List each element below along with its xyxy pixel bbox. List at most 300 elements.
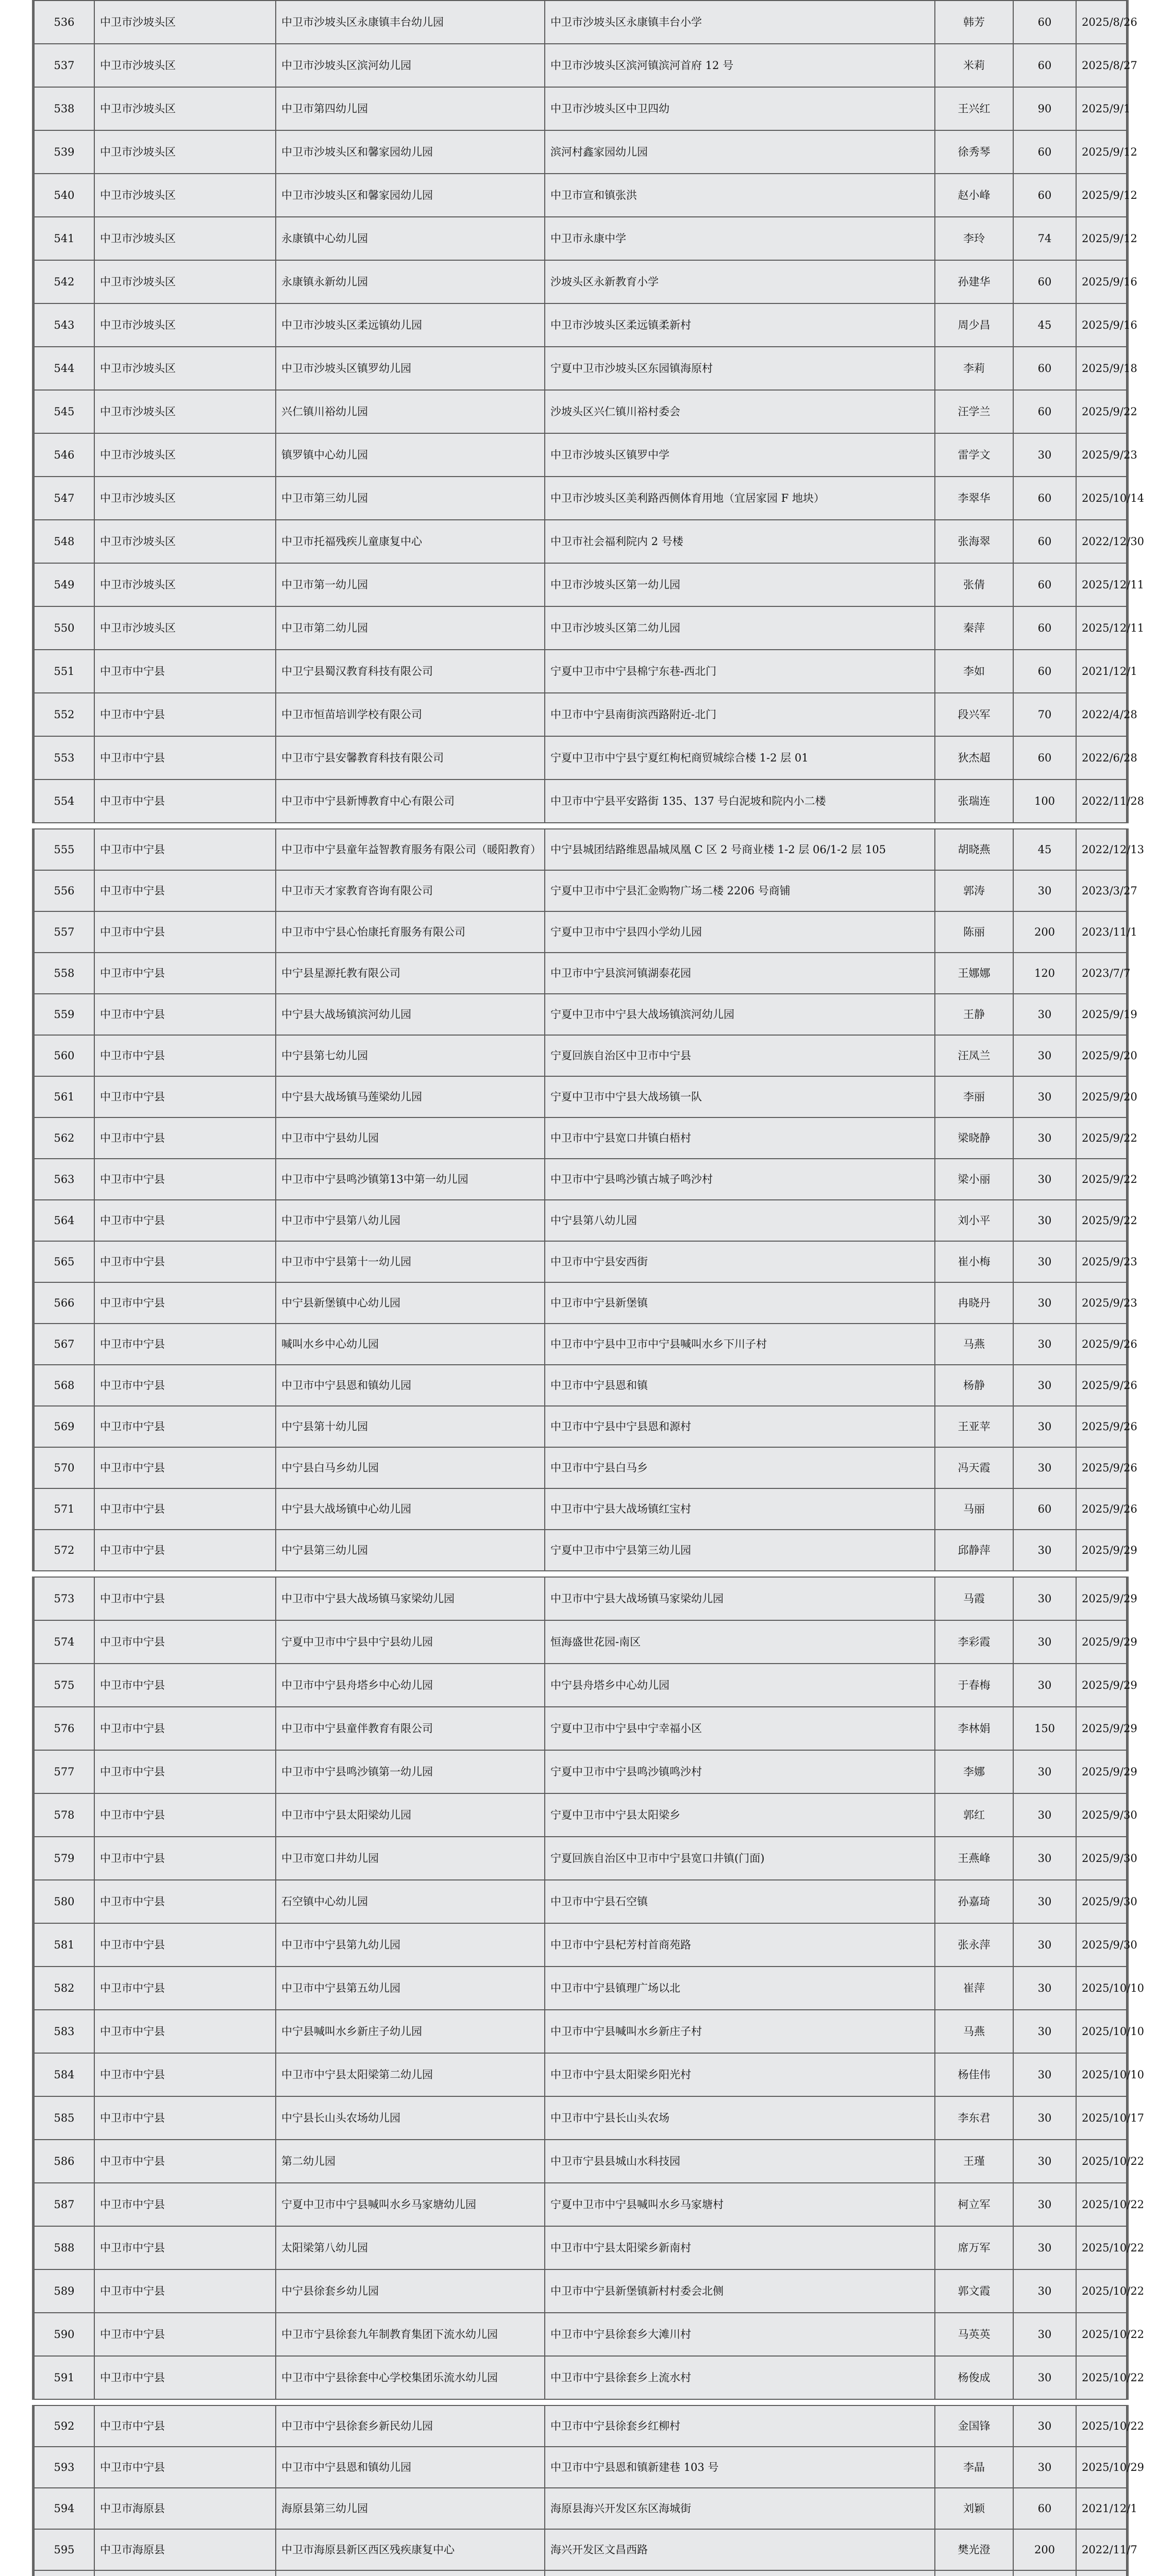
institution-name-cell: 中卫市中宁县太阳梁第二幼儿园	[276, 2053, 545, 2096]
contact-person-cell: 于春梅	[935, 1664, 1013, 1707]
region-cell	[94, 2570, 276, 2576]
contact-person-cell: 孙建华	[935, 260, 1013, 303]
address-cell: 中卫市中宁县宽口井镇白梧村	[545, 1117, 935, 1159]
row-number: 581	[34, 1923, 94, 1967]
contact-person-cell: 王亚苹	[935, 1406, 1013, 1447]
table-row	[34, 779, 1127, 823]
table-row	[34, 2488, 1127, 2529]
table-row	[34, 44, 1127, 87]
region-cell: 中卫市中宁县	[94, 1200, 276, 1241]
table-row	[34, 2183, 1127, 2226]
institution-name-cell: 中卫市中宁县心怡康托育服务有限公司	[276, 911, 545, 953]
institution-name-cell: 中卫市中宁县恩和镇幼儿园	[276, 2447, 545, 2488]
row-number: 570	[34, 1447, 94, 1488]
page-gap	[32, 2400, 1129, 2405]
table-row	[34, 477, 1127, 520]
table-row	[34, 2570, 1127, 2576]
institution-name-cell: 中卫市中宁县幼儿园	[276, 1117, 545, 1159]
contact-person-cell: 李如	[935, 650, 1013, 693]
table-row	[34, 693, 1127, 736]
row-number: 562	[34, 1117, 94, 1159]
region-cell: 中卫市中宁县	[94, 994, 276, 1035]
date-cell: 2025/9/1	[1076, 87, 1127, 130]
address-cell: 中宁县城团结路维恩晶城凤凰 C 区 2 号商业楼 1-2 层 06/1-2 层 105	[545, 829, 935, 870]
contact-person-cell: 郭红	[935, 1793, 1013, 1837]
institution-name-cell: 镇罗镇中心幼儿园	[276, 433, 545, 477]
region-cell: 中卫市中宁县	[94, 2313, 276, 2356]
region-cell: 中卫市中宁县	[94, 2183, 276, 2226]
capacity-cell: 60	[1013, 44, 1076, 87]
institution-name-cell: 中宁县大战场镇中心幼儿园	[276, 1488, 545, 1530]
data-table	[33, 2405, 1145, 2576]
institution-name-cell: 中宁县长山头农场幼儿园	[276, 2096, 545, 2140]
capacity-cell: 30	[1013, 1117, 1076, 1159]
contact-person-cell	[935, 2570, 1013, 2576]
row-number: 537	[34, 44, 94, 87]
region-cell: 中卫市中宁县	[94, 2096, 276, 2140]
institution-name-cell: 兴仁镇川裕幼儿园	[276, 390, 545, 433]
address-cell: 中卫市宁县县城山水科技园	[545, 2140, 935, 2183]
table-row	[34, 260, 1127, 303]
date-cell: 2025/9/12	[1076, 130, 1127, 174]
contact-person-cell: 雷学文	[935, 433, 1013, 477]
table-row	[34, 563, 1127, 606]
institution-name-cell: 中卫市天才家教育咨询有限公司	[276, 870, 545, 911]
institution-name-cell	[276, 2570, 545, 2576]
address-cell: 沙坡头区兴仁镇川裕村委会	[545, 390, 935, 433]
date-cell: 2025/9/30	[1076, 1793, 1127, 1837]
address-cell: 滨河村鑫家园幼儿园	[545, 130, 935, 174]
table-row	[34, 606, 1127, 650]
capacity-cell: 60	[1013, 390, 1076, 433]
region-cell: 中卫市中宁县	[94, 1967, 276, 2010]
institution-name-cell: 中卫市宁县徐套九年制教育集团下流水幼儿园	[276, 2313, 545, 2356]
row-number: 541	[34, 217, 94, 260]
institution-name-cell: 中卫市沙坡头区和馨家园幼儿园	[276, 130, 545, 174]
date-cell: 2025/9/30	[1076, 1880, 1127, 1923]
contact-person-cell: 汪学兰	[935, 390, 1013, 433]
contact-person-cell: 邱静萍	[935, 1530, 1013, 1571]
institution-name-cell: 中卫市第三幼儿园	[276, 477, 545, 520]
address-cell: 海兴开发区文昌西路	[545, 2529, 935, 2570]
address-cell: 中卫市中宁县鸣沙镇古城子鸣沙村	[545, 1159, 935, 1200]
address-cell: 中卫市沙坡头区镇罗中学	[545, 433, 935, 477]
region-cell: 中卫市沙坡头区	[94, 563, 276, 606]
address-cell: 宁夏回族自治区中卫市中宁县	[545, 1035, 935, 1076]
table-row	[34, 303, 1127, 347]
capacity-cell: 30	[1013, 1880, 1076, 1923]
institution-name-cell: 中宁县星源托教有限公司	[276, 953, 545, 994]
capacity-cell: 30	[1013, 870, 1076, 911]
row-number: 547	[34, 477, 94, 520]
date-cell	[1076, 2570, 1127, 2576]
row-number: 578	[34, 1793, 94, 1837]
row-number: 575	[34, 1664, 94, 1707]
institution-name-cell: 中卫市沙坡头区滨河幼儿园	[276, 44, 545, 87]
table-row	[34, 1159, 1127, 1200]
table-row	[34, 1365, 1127, 1406]
table-row	[34, 1076, 1127, 1117]
row-number: 584	[34, 2053, 94, 2096]
institution-name-cell: 宁夏中卫市中宁县中宁县幼儿园	[276, 1620, 545, 1664]
row-number: 568	[34, 1365, 94, 1406]
region-cell: 中卫市沙坡头区	[94, 606, 276, 650]
contact-person-cell: 王兴红	[935, 87, 1013, 130]
capacity-cell: 30	[1013, 1241, 1076, 1282]
row-number: 591	[34, 2356, 94, 2399]
region-cell: 中卫市中宁县	[94, 829, 276, 870]
region-cell: 中卫市中宁县	[94, 1664, 276, 1707]
address-cell: 中卫市中宁县徐套乡大滩川村	[545, 2313, 935, 2356]
contact-person-cell: 周少昌	[935, 303, 1013, 347]
date-cell: 2022/4/28	[1076, 693, 1127, 736]
capacity-cell: 30	[1013, 994, 1076, 1035]
contact-person-cell: 杨俊成	[935, 2356, 1013, 2399]
address-cell: 中卫市中宁县恩和镇新建巷 103 号	[545, 2447, 935, 2488]
region-cell: 中卫市沙坡头区	[94, 390, 276, 433]
table-row	[34, 87, 1127, 130]
institution-name-cell: 宁夏中卫市中宁县喊叫水乡马家塘幼儿园	[276, 2183, 545, 2226]
date-cell: 2025/10/10	[1076, 2010, 1127, 2053]
address-cell: 中卫市中宁县太阳梁乡新南村	[545, 2226, 935, 2269]
capacity-cell: 30	[1013, 1620, 1076, 1664]
region-cell: 中卫市中宁县	[94, 1488, 276, 1530]
contact-person-cell: 杨佳伟	[935, 2053, 1013, 2096]
table-row	[34, 1, 1127, 44]
address-cell: 中卫市中宁县中卫市中宁县喊叫水乡下川子村	[545, 1324, 935, 1365]
institution-name-cell: 中卫市中宁县鸣沙镇第13中第一幼儿园	[276, 1159, 545, 1200]
table-row	[34, 1117, 1127, 1159]
address-cell: 中卫市中宁县杞芳村首商苑路	[545, 1923, 935, 1967]
table-row	[34, 994, 1127, 1035]
date-cell: 2022/12/13	[1076, 829, 1127, 870]
row-number: 557	[34, 911, 94, 953]
row-number: 583	[34, 2010, 94, 2053]
date-cell: 2025/9/29	[1076, 1620, 1127, 1664]
capacity-cell: 30	[1013, 1406, 1076, 1447]
region-cell: 中卫市中宁县	[94, 1447, 276, 1488]
row-number: 561	[34, 1076, 94, 1117]
address-cell: 宁夏中卫市中宁县棉宁东巷-西北门	[545, 650, 935, 693]
date-cell: 2025/9/19	[1076, 994, 1127, 1035]
contact-person-cell: 李丽	[935, 1076, 1013, 1117]
address-cell: 宁夏中卫市中宁县中宁幸福小区	[545, 1707, 935, 1750]
capacity-cell: 60	[1013, 260, 1076, 303]
contact-person-cell: 米莉	[935, 44, 1013, 87]
region-cell: 中卫市中宁县	[94, 1837, 276, 1880]
row-number: 564	[34, 1200, 94, 1241]
institution-name-cell: 中卫市恒苗培训学校有限公司	[276, 693, 545, 736]
institution-name-cell: 中卫宁县蜀汉教育科技有限公司	[276, 650, 545, 693]
row-number	[34, 2570, 94, 2576]
address-cell: 中卫市中宁县南街滨西路附近-北门	[545, 693, 935, 736]
date-cell: 2025/9/22	[1076, 390, 1127, 433]
region-cell: 中卫市中宁县	[94, 2140, 276, 2183]
address-cell: 中卫市中宁县太阳梁乡阳光村	[545, 2053, 935, 2096]
date-cell: 2025/9/20	[1076, 1076, 1127, 1117]
region-cell: 中卫市沙坡头区	[94, 130, 276, 174]
date-cell: 2025/9/26	[1076, 1406, 1127, 1447]
address-cell	[545, 2570, 935, 2576]
row-number: 582	[34, 1967, 94, 2010]
capacity-cell: 60	[1013, 606, 1076, 650]
capacity-cell: 30	[1013, 433, 1076, 477]
institution-name-cell: 中卫市中宁县童伴教育有限公司	[276, 1707, 545, 1750]
date-cell: 2025/10/10	[1076, 2053, 1127, 2096]
row-number: 550	[34, 606, 94, 650]
contact-person-cell: 金国锋	[935, 2405, 1013, 2447]
address-cell: 中卫市中宁县喊叫水乡新庄子村	[545, 2010, 935, 2053]
address-cell: 中卫市中宁县新堡镇	[545, 1282, 935, 1324]
region-cell: 中卫市海原县	[94, 2529, 276, 2570]
capacity-cell: 60	[1013, 174, 1076, 217]
date-cell: 2025/9/29	[1076, 1664, 1127, 1707]
capacity-cell: 60	[1013, 520, 1076, 563]
capacity-cell: 30	[1013, 2183, 1076, 2226]
institution-name-cell: 中卫市中宁县太阳梁幼儿园	[276, 1793, 545, 1837]
capacity-cell: 30	[1013, 1282, 1076, 1324]
row-number: 580	[34, 1880, 94, 1923]
contact-person-cell: 王娜娜	[935, 953, 1013, 994]
capacity-cell: 30	[1013, 2356, 1076, 2399]
contact-person-cell: 李翠华	[935, 477, 1013, 520]
table-row	[34, 1620, 1127, 1664]
table-row	[34, 217, 1127, 260]
address-cell: 中卫市沙坡头区美利路西侧体育用地（宜居家园 F 地块）	[545, 477, 935, 520]
institution-name-cell: 中宁县第十幼儿园	[276, 1406, 545, 1447]
table-row	[34, 1837, 1127, 1880]
row-number: 565	[34, 1241, 94, 1282]
contact-person-cell: 张永萍	[935, 1923, 1013, 1967]
address-cell: 中卫市沙坡头区第一幼儿园	[545, 563, 935, 606]
capacity-cell: 30	[1013, 1035, 1076, 1076]
region-cell: 中卫市中宁县	[94, 1406, 276, 1447]
capacity-cell: 60	[1013, 1488, 1076, 1530]
date-cell: 2025/10/22	[1076, 2140, 1127, 2183]
row-number: 555	[34, 829, 94, 870]
capacity-cell: 30	[1013, 1837, 1076, 1880]
row-number: 551	[34, 650, 94, 693]
contact-person-cell: 梁晓静	[935, 1117, 1013, 1159]
document-page	[32, 828, 1145, 1571]
date-cell: 2025/10/22	[1076, 2313, 1127, 2356]
region-cell: 中卫市沙坡头区	[94, 477, 276, 520]
row-number: 576	[34, 1707, 94, 1750]
institution-name-cell: 中卫市中宁县第五幼儿园	[276, 1967, 545, 2010]
date-cell: 2025/10/22	[1076, 2226, 1127, 2269]
row-number: 542	[34, 260, 94, 303]
capacity-cell: 45	[1013, 303, 1076, 347]
institution-name-cell: 石空镇中心幼儿园	[276, 1880, 545, 1923]
table-row	[34, 1577, 1127, 1620]
institution-name-cell: 中宁县徐套乡幼儿园	[276, 2269, 545, 2313]
contact-person-cell: 段兴军	[935, 693, 1013, 736]
date-cell: 2025/9/22	[1076, 1117, 1127, 1159]
region-cell: 中卫市中宁县	[94, 1880, 276, 1923]
page-gap	[32, 1571, 1129, 1577]
contact-person-cell: 刘颖	[935, 2488, 1013, 2529]
capacity-cell: 30	[1013, 2226, 1076, 2269]
capacity-cell: 30	[1013, 1076, 1076, 1117]
address-cell: 宁夏中卫市中宁县大战场镇滨河幼儿园	[545, 994, 935, 1035]
contact-person-cell: 李林娟	[935, 1707, 1013, 1750]
institution-name-cell: 中卫市中宁县徐套乡新民幼儿园	[276, 2405, 545, 2447]
address-cell: 中卫市中宁县镇理广场以北	[545, 1967, 935, 2010]
address-cell: 中卫市中宁县白马乡	[545, 1447, 935, 1488]
region-cell: 中卫市中宁县	[94, 693, 276, 736]
row-number: 539	[34, 130, 94, 174]
capacity-cell	[1013, 2570, 1076, 2576]
table-row	[34, 2140, 1127, 2183]
contact-person-cell: 梁小丽	[935, 1159, 1013, 1200]
capacity-cell: 60	[1013, 347, 1076, 390]
row-number: 552	[34, 693, 94, 736]
region-cell: 中卫市中宁县	[94, 1159, 276, 1200]
capacity-cell: 30	[1013, 2010, 1076, 2053]
contact-person-cell: 徐秀琴	[935, 130, 1013, 174]
institution-name-cell: 中卫市中宁县第十一幼儿园	[276, 1241, 545, 1282]
date-cell: 2021/12/1	[1076, 650, 1127, 693]
region-cell: 中卫市沙坡头区	[94, 433, 276, 477]
row-number: 548	[34, 520, 94, 563]
date-cell: 2025/9/22	[1076, 1159, 1127, 1200]
region-cell: 中卫市中宁县	[94, 2226, 276, 2269]
institution-name-cell: 中卫市中宁县大战场镇马家梁幼儿园	[276, 1577, 545, 1620]
data-table	[33, 1577, 1145, 2400]
table-row	[34, 520, 1127, 563]
table-row	[34, 1447, 1127, 1488]
address-cell: 中卫市中宁县长山头农场	[545, 2096, 935, 2140]
table-row	[34, 953, 1127, 994]
institution-name-cell: 中宁县新堡镇中心幼儿园	[276, 1282, 545, 1324]
region-cell: 中卫市沙坡头区	[94, 174, 276, 217]
region-cell: 中卫市中宁县	[94, 1324, 276, 1365]
address-cell: 中卫市中宁县新堡镇新村村委会北侧	[545, 2269, 935, 2313]
capacity-cell: 60	[1013, 563, 1076, 606]
institution-name-cell: 中卫市中宁县鸣沙镇第一幼儿园	[276, 1750, 545, 1793]
capacity-cell: 90	[1013, 87, 1076, 130]
contact-person-cell: 张倩	[935, 563, 1013, 606]
table-row	[34, 130, 1127, 174]
date-cell: 2025/10/22	[1076, 2356, 1127, 2399]
row-number: 545	[34, 390, 94, 433]
row-number: 567	[34, 1324, 94, 1365]
capacity-cell: 30	[1013, 2140, 1076, 2183]
document-pages	[32, 0, 1145, 2576]
row-number: 560	[34, 1035, 94, 1076]
address-cell: 中卫市沙坡头区永康镇丰台小学	[545, 1, 935, 44]
table-row	[34, 1406, 1127, 1447]
capacity-cell: 30	[1013, 1967, 1076, 2010]
address-cell: 中卫市中宁县平安路街 135、137 号白泥坡和院内小二楼	[545, 779, 935, 823]
row-number: 577	[34, 1750, 94, 1793]
capacity-cell: 74	[1013, 217, 1076, 260]
region-cell: 中卫市中宁县	[94, 1750, 276, 1793]
institution-name-cell: 喊叫水乡中心幼儿园	[276, 1324, 545, 1365]
address-cell: 中卫市沙坡头区滨河镇滨河首府 12 号	[545, 44, 935, 87]
address-cell: 宁夏中卫市中宁县太阳梁乡	[545, 1793, 935, 1837]
address-cell: 中卫市中宁县安西街	[545, 1241, 935, 1282]
capacity-cell: 70	[1013, 693, 1076, 736]
institution-name-cell: 中卫市沙坡头区镇罗幼儿园	[276, 347, 545, 390]
region-cell: 中卫市中宁县	[94, 2053, 276, 2096]
contact-person-cell: 李玲	[935, 217, 1013, 260]
capacity-cell: 60	[1013, 130, 1076, 174]
capacity-cell: 60	[1013, 1, 1076, 44]
capacity-cell: 30	[1013, 2096, 1076, 2140]
capacity-cell: 60	[1013, 736, 1076, 779]
institution-name-cell: 中卫市中宁县童年益智教育服务有限公司（暖阳教育）	[276, 829, 545, 870]
address-cell: 中卫市沙坡头区第二幼儿园	[545, 606, 935, 650]
table-row	[34, 2356, 1127, 2399]
contact-person-cell: 李娜	[935, 1750, 1013, 1793]
institution-name-cell: 中卫市中宁县恩和镇幼儿园	[276, 1365, 545, 1406]
table-row	[34, 1923, 1127, 1967]
region-cell: 中卫市沙坡头区	[94, 260, 276, 303]
date-cell: 2025/9/30	[1076, 1837, 1127, 1880]
table-row	[34, 2405, 1127, 2447]
table-row	[34, 1793, 1127, 1837]
page-gap	[32, 823, 1129, 828]
region-cell: 中卫市沙坡头区	[94, 520, 276, 563]
contact-person-cell: 王燕峰	[935, 1837, 1013, 1880]
table-row	[34, 347, 1127, 390]
region-cell: 中卫市中宁县	[94, 1793, 276, 1837]
row-number: 579	[34, 1837, 94, 1880]
row-number: 587	[34, 2183, 94, 2226]
row-number: 594	[34, 2488, 94, 2529]
document-page	[32, 2405, 1145, 2576]
institution-name-cell: 中卫市托福残疾儿童康复中心	[276, 520, 545, 563]
table-row	[34, 1707, 1127, 1750]
date-cell: 2025/8/27	[1076, 44, 1127, 87]
row-number: 558	[34, 953, 94, 994]
address-cell: 中卫市中宁县恩和镇	[545, 1365, 935, 1406]
region-cell: 中卫市中宁县	[94, 2269, 276, 2313]
region-cell: 中卫市中宁县	[94, 1923, 276, 1967]
institution-name-cell: 中宁县喊叫水乡新庄子幼儿园	[276, 2010, 545, 2053]
table-row	[34, 2226, 1127, 2269]
date-cell: 2025/9/26	[1076, 1365, 1127, 1406]
address-cell: 中卫市沙坡头区中卫四幼	[545, 87, 935, 130]
capacity-cell: 60	[1013, 2488, 1076, 2529]
contact-person-cell: 马霞	[935, 1577, 1013, 1620]
capacity-cell: 30	[1013, 1577, 1076, 1620]
address-cell: 宁夏回族自治区中卫市中宁县宽口井镇(门面)	[545, 1837, 935, 1880]
table-row	[34, 2529, 1127, 2570]
region-cell: 中卫市中宁县	[94, 2010, 276, 2053]
row-number: 590	[34, 2313, 94, 2356]
region-cell: 中卫市沙坡头区	[94, 87, 276, 130]
region-cell: 中卫市中宁县	[94, 779, 276, 823]
region-cell: 中卫市中宁县	[94, 736, 276, 779]
address-cell: 中卫市中宁县徐套乡红柳村	[545, 2405, 935, 2447]
row-number: 569	[34, 1406, 94, 1447]
table-row	[34, 1880, 1127, 1923]
capacity-cell: 60	[1013, 477, 1076, 520]
date-cell: 2025/9/30	[1076, 1923, 1127, 1967]
address-cell: 中卫市中宁县滨河镇湖泰花园	[545, 953, 935, 994]
contact-person-cell: 马英英	[935, 2313, 1013, 2356]
address-cell: 中卫市中宁县徐套乡上流水村	[545, 2356, 935, 2399]
institution-name-cell: 中卫市第二幼儿园	[276, 606, 545, 650]
address-cell: 宁夏中卫市中宁县四小学幼儿园	[545, 911, 935, 953]
institution-name-cell: 中卫市沙坡头区和馨家园幼儿园	[276, 174, 545, 217]
address-cell: 中卫市永康中学	[545, 217, 935, 260]
address-cell: 宁夏中卫市中宁县鸣沙镇鸣沙村	[545, 1750, 935, 1793]
row-number: 549	[34, 563, 94, 606]
contact-person-cell: 席万军	[935, 2226, 1013, 2269]
